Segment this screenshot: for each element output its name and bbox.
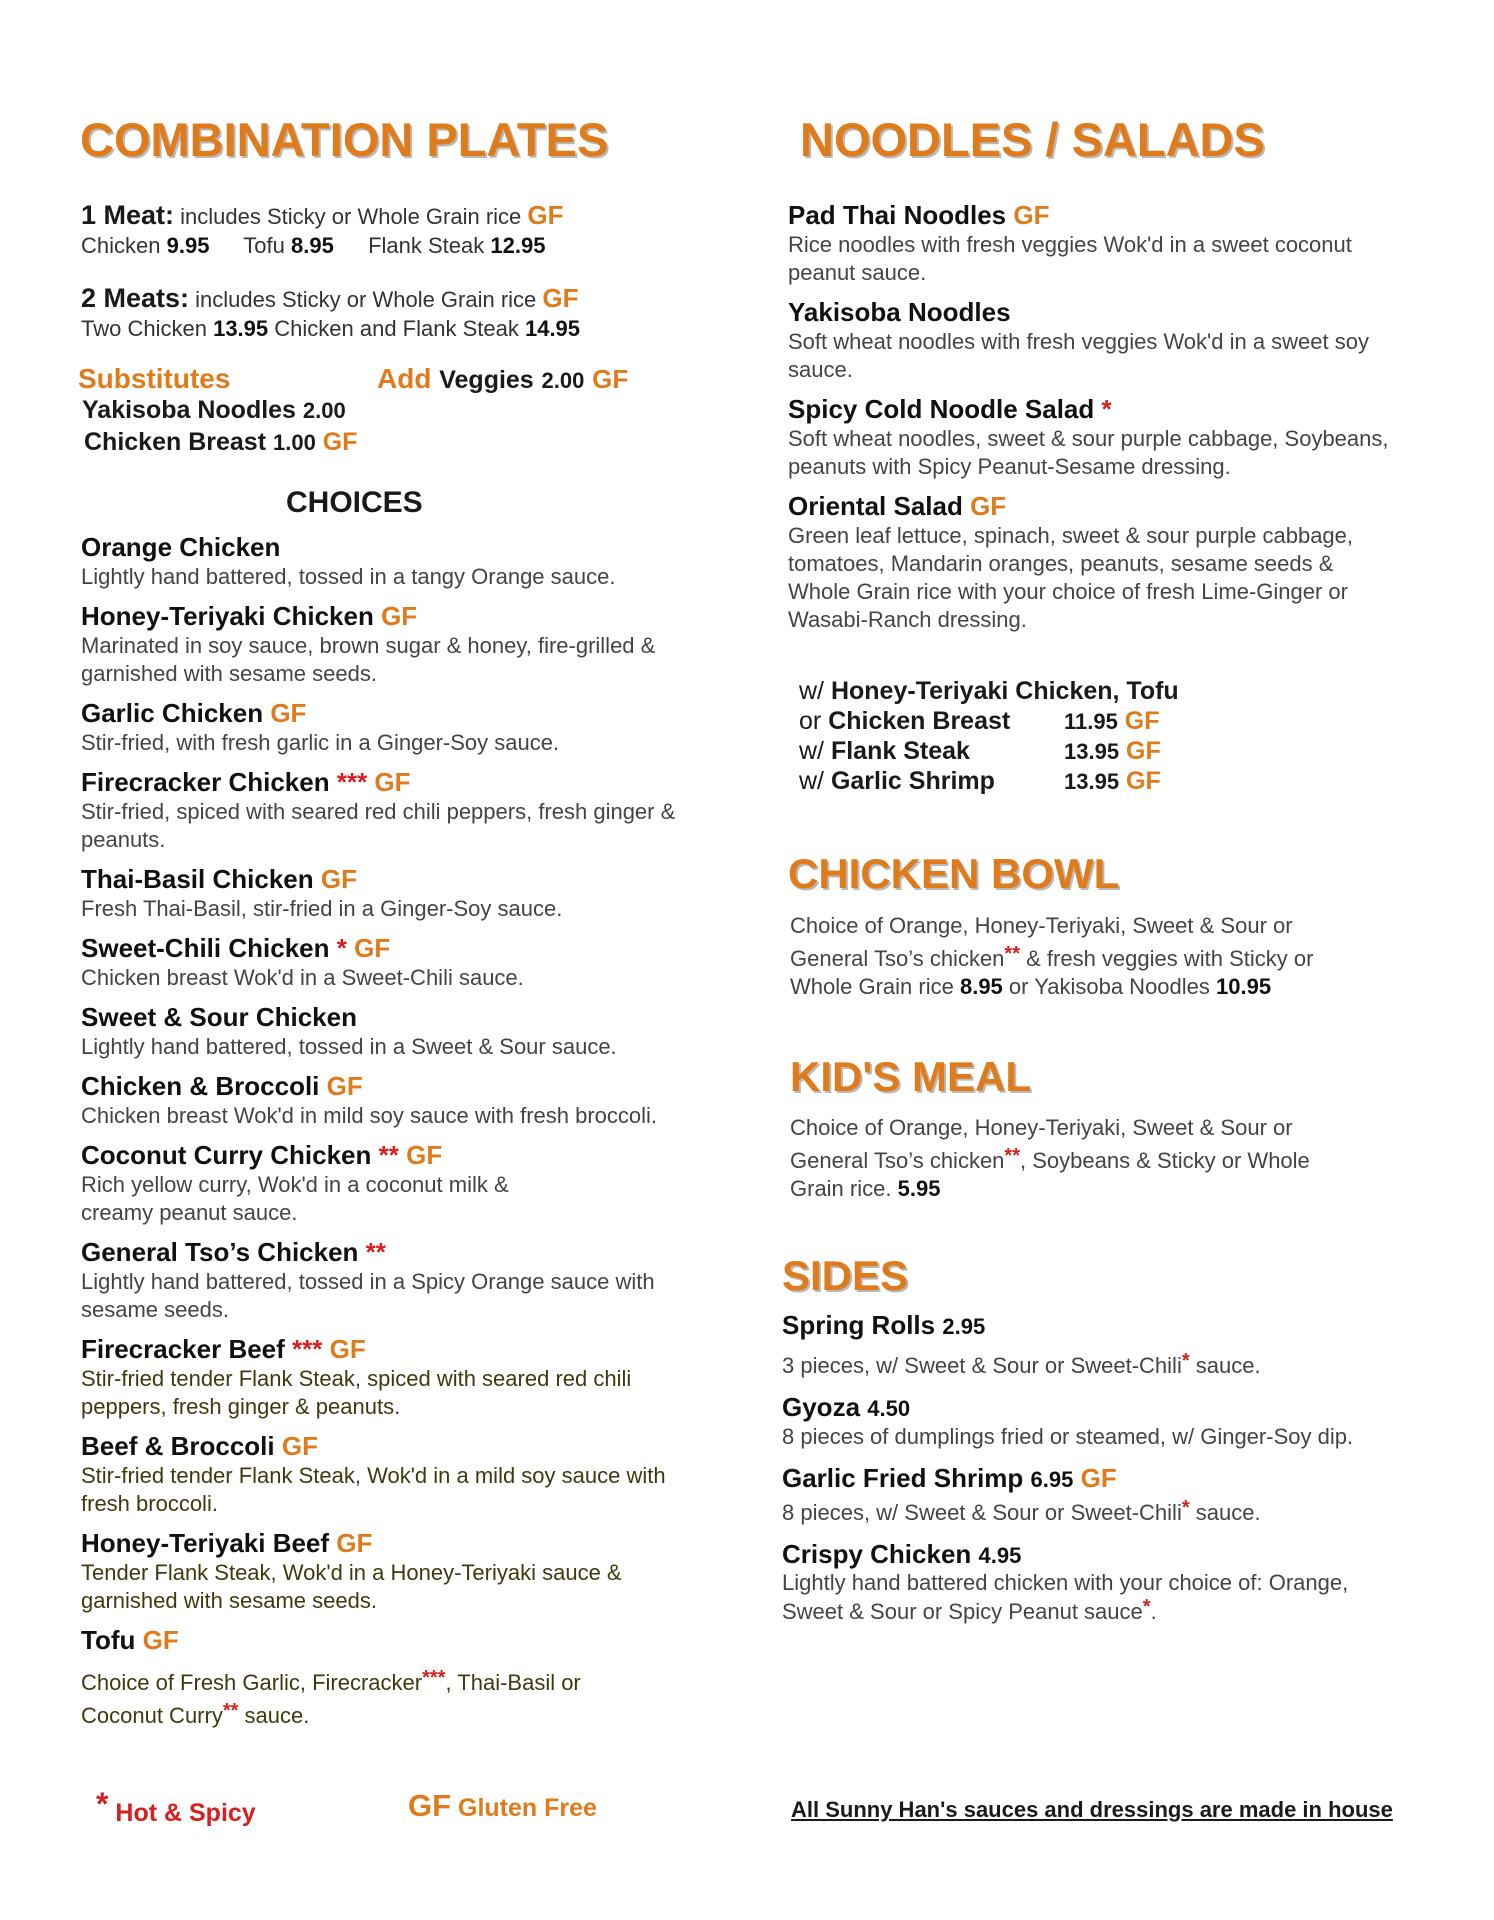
gf-badge: GF xyxy=(142,1625,179,1655)
menu-item-tofu: Tofu GF Choice of Fresh Garlic, Firecracker***, Thai-Basil or Coconut Curry** sauce. xyxy=(81,1625,581,1728)
choices-list xyxy=(81,532,701,1740)
option-price-group xyxy=(1064,736,1161,767)
gf-badge: GF xyxy=(329,1334,366,1364)
chicken-bowl-title: CHICKEN BOWL xyxy=(788,850,1120,897)
side-item xyxy=(782,1463,1442,1527)
legend-hot-spicy: * Hot & Spicy xyxy=(96,1786,256,1827)
item-description: Lightly hand battered, tossed in a tangy Orange sauce. xyxy=(81,564,616,589)
menu-item xyxy=(81,1528,701,1615)
house-made-note: All Sunny Han's sauces and dressings are made in house xyxy=(791,1797,1393,1822)
add-veggies-line xyxy=(377,363,628,395)
menu-item xyxy=(81,532,701,591)
price: 13.95 xyxy=(1064,769,1120,794)
menu-item xyxy=(81,864,701,923)
item-description: Chicken breast Wok'd in mild soy sauce with fresh broccoli. xyxy=(81,1103,658,1128)
salad-option xyxy=(799,676,1179,706)
gf-badge: GF xyxy=(406,1140,443,1170)
menu-item xyxy=(81,1431,701,1518)
gf-badge: GF xyxy=(374,767,411,797)
gf-badge: GF xyxy=(527,200,564,230)
price: 14.95 xyxy=(524,316,581,341)
item-name: Thai-Basil Chicken xyxy=(81,864,314,894)
gf-badge: GF xyxy=(326,1071,363,1101)
salad-option xyxy=(799,766,1179,796)
price: 2.95 xyxy=(942,1314,986,1339)
gf-badge: GF xyxy=(592,364,629,394)
item-name: Garlic Chicken xyxy=(81,698,264,728)
price: 4.50 xyxy=(867,1396,911,1421)
menu-item xyxy=(788,200,1408,287)
item-description: 8 pieces, w/ Sweet & Sour or Sweet-Chili* sauce. xyxy=(782,1497,1261,1525)
item-name: Orange Chicken xyxy=(81,532,281,562)
gf-badge: GF xyxy=(320,864,357,894)
sub-item-yakisoba: Yakisoba Noodles 2.00 xyxy=(82,396,346,424)
menu-item xyxy=(81,1071,701,1130)
price-name: Tofu xyxy=(243,233,285,258)
price: 9.95 xyxy=(166,233,210,258)
item-name: Chicken & Broccoli xyxy=(81,1071,320,1101)
gf-badge: GF xyxy=(381,601,418,631)
gf-badge: GF xyxy=(336,1528,373,1558)
substitutes-label: Substitutes xyxy=(78,363,231,394)
item-name: Sweet & Sour Chicken xyxy=(81,1002,357,1032)
option-prefix: or xyxy=(799,707,822,735)
one-meat-text: includes Sticky or Whole Grain rice xyxy=(180,204,522,229)
price-name: Chicken xyxy=(81,233,161,258)
item-description: Stir-fried, spiced with seared red chili peppers, fresh ginger & peanuts. xyxy=(81,799,676,852)
item-name: Honey-Teriyaki Beef xyxy=(81,1528,330,1558)
item-description: Green leaf lettuce, spinach, sweet & sour purple cabbage, tomatoes, Mandarin oranges, peanuts, sesame seeds & Whole Grain rice with your choice of fresh Lime-Ginger or Wasabi-Ranch dressing. xyxy=(788,523,1354,632)
gf-badge: GF xyxy=(1126,737,1161,765)
menu-item xyxy=(81,1002,701,1061)
option-name: Chicken Breast xyxy=(828,707,1011,735)
side-item-crispy-chicken: Crispy Chicken 4.95 Lightly hand battered chicken with your choice of: Orange, Sweet & Sour or Spicy Peanut sauce*. xyxy=(782,1539,1349,1624)
gf-badge: GF xyxy=(354,933,391,963)
menu-item xyxy=(788,394,1408,481)
gf-badge: GF xyxy=(1080,1463,1117,1493)
option-name: Garlic Shrimp xyxy=(830,767,995,795)
noodles-list xyxy=(788,200,1408,644)
spicy-mark: * xyxy=(336,933,347,963)
choices-title: CHOICES xyxy=(286,486,423,519)
item-name: Yakisoba Noodles xyxy=(788,297,1011,327)
price: 11.95 xyxy=(1064,709,1118,734)
salad-options xyxy=(799,676,1179,796)
item-description: Rich yellow curry, Wok'd in a coconut milk & creamy peanut sauce. xyxy=(81,1172,509,1225)
gf-badge: GF xyxy=(1013,200,1050,230)
item-description: Stir-fried tender Flank Steak, spiced with seared red chili peppers, fresh ginger & peanuts. xyxy=(81,1366,632,1419)
item-name: Firecracker Beef xyxy=(81,1334,285,1364)
menu-item xyxy=(81,1237,701,1324)
menu-item xyxy=(81,698,701,757)
combination-plates-title: COMBINATION PLATES xyxy=(80,113,609,166)
price: 6.95 xyxy=(1030,1467,1074,1492)
item-name: Oriental Salad xyxy=(788,491,963,521)
item-name: Garlic Fried Shrimp xyxy=(782,1463,1024,1493)
option-name: Flank Steak xyxy=(830,737,970,765)
item-description: Stir-fried tender Flank Steak, Wok'd in a mild soy sauce with fresh broccoli. xyxy=(81,1463,666,1516)
item-description: Marinated in soy sauce, brown sugar & honey, fire-grilled & garnished with sesame seeds. xyxy=(81,633,656,686)
price: 8.95 xyxy=(291,233,334,258)
two-meats-text: includes Sticky or Whole Grain rice xyxy=(195,287,537,312)
gf-badge: GF xyxy=(281,1431,318,1461)
item-description: Soft wheat noodles with fresh veggies Wok'd in a sweet soy sauce. xyxy=(788,329,1369,382)
gf-badge: GF xyxy=(970,491,1007,521)
kids-meal-desc: Choice of Orange, Honey-Teriyaki, Sweet & Sour or General Tso’s chicken**, Soybeans & Sticky or Whole Grain rice. 5.95 xyxy=(790,1115,1310,1201)
item-name: Spicy Cold Noodle Salad xyxy=(788,394,1095,424)
one-meat-section xyxy=(81,200,701,259)
item-name: Spring Rolls xyxy=(782,1310,936,1340)
spicy-mark: ** xyxy=(365,1237,386,1267)
price: 12.95 xyxy=(490,233,546,258)
two-meats-section xyxy=(81,283,701,342)
menu-item xyxy=(788,491,1408,634)
price: 13.95 xyxy=(213,316,269,341)
menu-item xyxy=(81,933,701,992)
option-price-group xyxy=(1064,766,1161,797)
sides-title: SIDES xyxy=(782,1252,909,1299)
price: 13.95 xyxy=(1064,739,1120,764)
sub-item-chicken-breast: Chicken Breast 1.00 GF xyxy=(84,428,358,456)
item-name: General Tso’s Chicken xyxy=(81,1237,359,1267)
side-item xyxy=(782,1310,1442,1380)
item-name: Sweet-Chili Chicken xyxy=(81,933,330,963)
noodles-salads-title: NOODLES / SALADS xyxy=(800,113,1265,166)
spicy-mark: *** xyxy=(336,767,368,797)
item-description: Fresh Thai-Basil, stir-fried in a Ginger-Soy sauce. xyxy=(81,896,563,921)
menu-item xyxy=(788,297,1408,384)
gf-badge: GF xyxy=(1126,767,1161,795)
item-description: 8 pieces of dumplings fried or steamed, w/ Ginger-Soy dip. xyxy=(782,1424,1354,1449)
spicy-mark: * xyxy=(1101,394,1112,424)
kids-meal-title: KID'S MEAL xyxy=(790,1053,1031,1100)
add-label: Add xyxy=(377,363,432,394)
item-name: Honey-Teriyaki Chicken xyxy=(81,601,374,631)
gf-badge: GF xyxy=(542,283,579,313)
sides-list xyxy=(782,1310,1442,1634)
item-description: 3 pieces, w/ Sweet & Sour or Sweet-Chili* sauce. xyxy=(782,1350,1261,1378)
salad-option xyxy=(799,736,1179,766)
spicy-mark: *** xyxy=(292,1334,323,1364)
item-description: Lightly hand battered, tossed in a Spicy Orange sauce with sesame seeds. xyxy=(81,1269,655,1322)
price-name: Chicken and Flank Steak xyxy=(274,316,519,341)
option-name: Honey-Teriyaki Chicken, Tofu xyxy=(830,677,1179,705)
legend-gluten-free: GF Gluten Free xyxy=(408,1788,597,1823)
option-prefix: w/ xyxy=(799,737,824,765)
option-prefix: w/ xyxy=(799,767,824,795)
price-name: Two Chicken xyxy=(81,316,207,341)
menu-item xyxy=(81,601,701,688)
one-meat-label: 1 Meat: xyxy=(81,200,175,230)
menu-item xyxy=(81,1140,701,1227)
add-item: Veggies xyxy=(439,366,534,394)
option-price-group xyxy=(1064,706,1160,737)
chicken-bowl-desc: Choice of Orange, Honey-Teriyaki, Sweet & Sour or General Tso’s chicken** & fresh veggies with Sticky or Whole Grain rice 8.95 or Yakisoba Noodles 10.95 xyxy=(790,913,1314,999)
menu-item xyxy=(81,1334,701,1421)
menu-item xyxy=(81,767,701,854)
price-name: Flank Steak xyxy=(368,233,485,258)
item-description: Rice noodles with fresh veggies Wok'd in a sweet coconut peanut sauce. xyxy=(788,232,1352,285)
item-name: Firecracker Chicken xyxy=(81,767,330,797)
item-name: Beef & Broccoli xyxy=(81,1431,275,1461)
spicy-mark: ** xyxy=(378,1140,399,1170)
add-price: 2.00 xyxy=(541,368,585,393)
item-description: Tender Flank Steak, Wok'd in a Honey-Teriyaki sauce & garnished with sesame seeds. xyxy=(81,1560,622,1613)
salad-option xyxy=(799,706,1179,736)
item-description: Soft wheat noodles, sweet & sour purple cabbage, Soybeans, peanuts with Spicy Peanut-Sesame dressing. xyxy=(788,426,1389,479)
item-description: Stir-fried, with fresh garlic in a Ginger-Soy sauce. xyxy=(81,730,560,755)
gf-badge: GF xyxy=(1124,707,1160,735)
item-name: Gyoza xyxy=(782,1392,861,1422)
item-description: Lightly hand battered, tossed in a Sweet & Sour sauce. xyxy=(81,1034,617,1059)
item-name: Tofu xyxy=(81,1625,136,1655)
two-meats-label: 2 Meats: xyxy=(81,283,190,313)
gf-badge: GF xyxy=(270,698,307,728)
item-description: Chicken breast Wok'd in a Sweet-Chili sauce. xyxy=(81,965,524,990)
item-name: Pad Thai Noodles xyxy=(788,200,1007,230)
item-name: Coconut Curry Chicken xyxy=(81,1140,372,1170)
option-prefix: w/ xyxy=(799,677,824,705)
side-item xyxy=(782,1392,1442,1451)
